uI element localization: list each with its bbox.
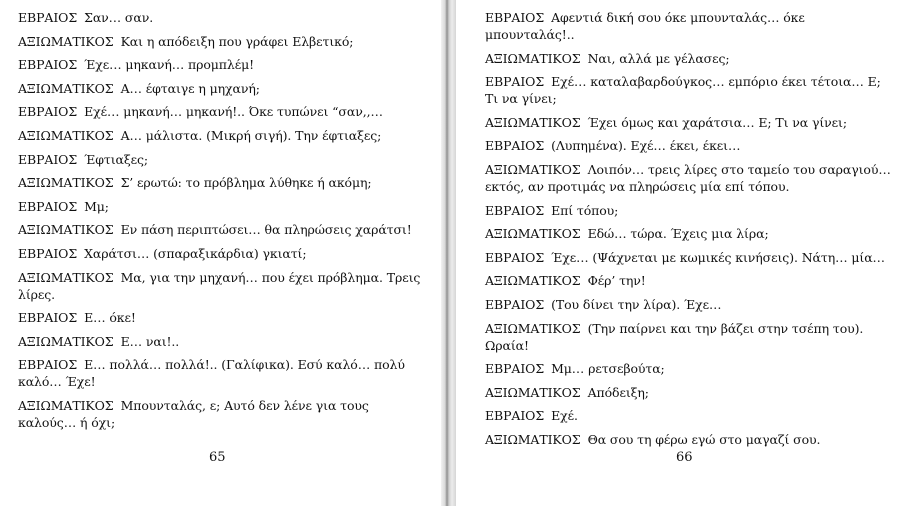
speaker-name: ΑΞΙΩΜΑΤΙΚΟΣ <box>18 33 114 49</box>
speaker-name: ΑΞΙΩΜΑΤΙΚΟΣ <box>18 80 114 96</box>
speaker-name: ΑΞΙΩΜΑΤΙΚΟΣ <box>18 127 114 143</box>
dialogue-line <box>485 225 895 242</box>
dialogue-text: Α… έφταιγε η μηχανή; <box>120 80 260 96</box>
dialogue-text: (Του δίνει την λίρα). Έχε… <box>551 296 722 312</box>
dialogue-text: Εχέ… μηκανή… μηκανή!.. Όκε τυπώνει “σαν,,… <box>84 104 383 120</box>
dialogue-text: Έχε… μηκανή… προμπλέμ! <box>84 57 255 73</box>
dialogue-text: Ε… όκε! <box>84 310 136 326</box>
speaker-name: ΑΞΙΩΜΑΤΙΚΟΣ <box>485 320 581 336</box>
dialogue-text: Έχε… (Ψάχνεται με κωμικές κινήσεις). Νάτη… μία… <box>551 249 885 265</box>
speaker-name: ΑΞΙΩΜΑΤΙΚΟΣ <box>18 269 114 285</box>
speaker-name: ΑΞΙΩΜΑΤΙΚΟΣ <box>485 161 581 177</box>
dialogue-text: (Λυπημένα). Εχέ… έκει, έκει… <box>551 138 741 154</box>
speaker-name: ΕΒΡΑΙΟΣ <box>18 151 78 167</box>
dialogue-text: Μα, για την μηχανή… που έχει πρόβλημα. Τρεις λίρες. <box>18 269 421 302</box>
dialogue-line <box>18 397 422 431</box>
dialogue-line <box>485 360 895 377</box>
dialogue-line <box>18 198 422 215</box>
speaker-name: ΑΞΙΩΜΑΤΙΚΟΣ <box>485 431 581 447</box>
speaker-name: ΕΒΡΑΙΟΣ <box>485 138 545 154</box>
dialogue-line <box>485 202 895 219</box>
dialogue-line <box>18 9 422 26</box>
speaker-name: ΕΒΡΑΙΟΣ <box>18 57 78 73</box>
dialogue-text: Μμ… ρετσεβούτα; <box>551 361 665 377</box>
speaker-name: ΑΞΙΩΜΑΤΙΚΟΣ <box>18 175 114 191</box>
page-gutter <box>441 0 456 506</box>
dialogue-text: Ναι, αλλά με γέλασες; <box>587 50 730 66</box>
dialogue-line <box>18 80 422 97</box>
dialogue-line <box>485 137 895 154</box>
dialogue-line <box>18 33 422 50</box>
dialogue-line <box>18 269 422 303</box>
left-page <box>0 0 441 506</box>
dialogue-text: Εν πάση περιπτώσει… θα πληρώσεις χαράτσι! <box>120 222 412 238</box>
dialogue-line <box>485 249 895 266</box>
dialogue-text: Μμ; <box>84 198 109 214</box>
dialogue-line <box>18 127 422 144</box>
dialogue-text: Έχει όμως και χαράτσια… Ε; Τι να γίνει; <box>587 114 847 130</box>
dialogue-line <box>485 320 895 354</box>
page-number-right: 66 <box>676 450 693 465</box>
speaker-name: ΑΞΙΩΜΑΤΙΚΟΣ <box>485 273 581 289</box>
dialogue-text: Εδώ… τώρα. Έχεις μια λίρα; <box>587 226 769 242</box>
speaker-name: ΕΒΡΑΙΟΣ <box>18 10 78 25</box>
dialogue-text: Μπουνταλάς, ε; Αυτό δεν λένε για τους καλούς… ή όχι; <box>18 397 369 430</box>
left-page-dialogue <box>18 9 422 438</box>
speaker-name: ΕΒΡΑΙΟΣ <box>485 408 545 424</box>
dialogue-text: Φέρ’ την! <box>587 273 646 289</box>
speaker-name: ΕΒΡΑΙΟΣ <box>485 74 545 90</box>
speaker-name: ΕΒΡΑΙΟΣ <box>485 361 545 377</box>
speaker-name: ΕΒΡΑΙΟΣ <box>18 310 78 326</box>
dialogue-line <box>18 245 422 262</box>
right-page-dialogue <box>485 9 895 455</box>
dialogue-text: Λοιπόν… τρεις λίρες στο ταμείο του σαραγιού… εκτός, αν προτιμάς να πληρώσεις μία επί τόπου. <box>485 161 891 194</box>
dialogue-line <box>485 50 895 67</box>
dialogue-line <box>485 161 895 195</box>
dialogue-line <box>18 151 422 168</box>
dialogue-line <box>18 174 422 191</box>
dialogue-text: Ε… ναι!.. <box>120 333 180 349</box>
dialogue-line <box>18 309 422 326</box>
dialogue-line <box>485 272 895 289</box>
speaker-name: ΑΞΙΩΜΑΤΙΚΟΣ <box>485 384 581 400</box>
speaker-name: ΕΒΡΑΙΟΣ <box>485 10 545 25</box>
dialogue-line <box>485 407 895 424</box>
speaker-name: ΑΞΙΩΜΑΤΙΚΟΣ <box>18 397 114 413</box>
dialogue-line <box>485 73 895 107</box>
speaker-name: ΕΒΡΑΙΟΣ <box>485 296 545 312</box>
speaker-name: ΑΞΙΩΜΑΤΙΚΟΣ <box>485 226 581 242</box>
dialogue-line <box>18 56 422 73</box>
dialogue-text: Εχέ. <box>551 408 578 424</box>
dialogue-line <box>485 296 895 313</box>
dialogue-text: Έφτιαξες; <box>84 151 149 167</box>
speaker-name: ΕΒΡΑΙΟΣ <box>18 198 78 214</box>
speaker-name: ΕΒΡΑΙΟΣ <box>18 357 78 373</box>
speaker-name: ΕΒΡΑΙΟΣ <box>18 104 78 120</box>
dialogue-text: Ε… πολλά… πολλά!.. (Γαλίφικα). Εσύ καλό… πολύ καλό… Έχε! <box>18 357 405 390</box>
speaker-name: ΑΞΙΩΜΑΤΙΚΟΣ <box>18 222 114 238</box>
dialogue-line <box>18 221 422 238</box>
dialogue-line <box>18 356 422 390</box>
dialogue-text: Αφεντιά δική σου όκε μπουνταλάς… όκε μπουνταλάς!.. <box>485 10 805 42</box>
dialogue-line <box>485 384 895 401</box>
dialogue-text: Χαράτσι… (σπαραξικάρδια) γκιατί; <box>84 245 307 261</box>
speaker-name: ΑΞΙΩΜΑΤΙΚΟΣ <box>485 50 581 66</box>
dialogue-text: Σαν… σαν. <box>84 10 154 25</box>
dialogue-text: Εχέ… καταλαβαρδούγκος… εμπόριο έκει τέτοια… Ε; Τι να γίνει; <box>485 74 881 107</box>
dialogue-text: Απόδειξη; <box>587 384 649 400</box>
dialogue-line <box>485 114 895 131</box>
dialogue-text: Θα σου τη φέρω εγώ στο μαγαζί σου. <box>587 431 821 447</box>
dialogue-line <box>485 9 895 43</box>
speaker-name: ΕΒΡΑΙΟΣ <box>18 245 78 261</box>
dialogue-text: Επί τόπου; <box>551 202 619 218</box>
speaker-name: ΕΒΡΑΙΟΣ <box>485 249 545 265</box>
dialogue-text: Σ’ ερωτώ: το πρόβλημα λύθηκε ή ακόμη; <box>120 175 372 191</box>
dialogue-text: Α… μάλιστα. (Μικρή σιγή). Την έφτιαξες; <box>120 127 382 143</box>
speaker-name: ΑΞΙΩΜΑΤΙΚΟΣ <box>485 114 581 130</box>
dialogue-line <box>485 431 895 448</box>
dialogue-text: (Την παίρνει και την βάζει στην τσέπη του). Ωραία! <box>485 320 864 353</box>
page-number-left: 65 <box>209 450 226 465</box>
speaker-name: ΕΒΡΑΙΟΣ <box>485 202 545 218</box>
dialogue-line <box>18 333 422 350</box>
dialogue-text: Και η απόδειξη που γράφει Ελβετικό; <box>120 33 354 49</box>
right-page <box>456 0 901 506</box>
dialogue-line <box>18 103 422 120</box>
speaker-name: ΑΞΙΩΜΑΤΙΚΟΣ <box>18 333 114 349</box>
